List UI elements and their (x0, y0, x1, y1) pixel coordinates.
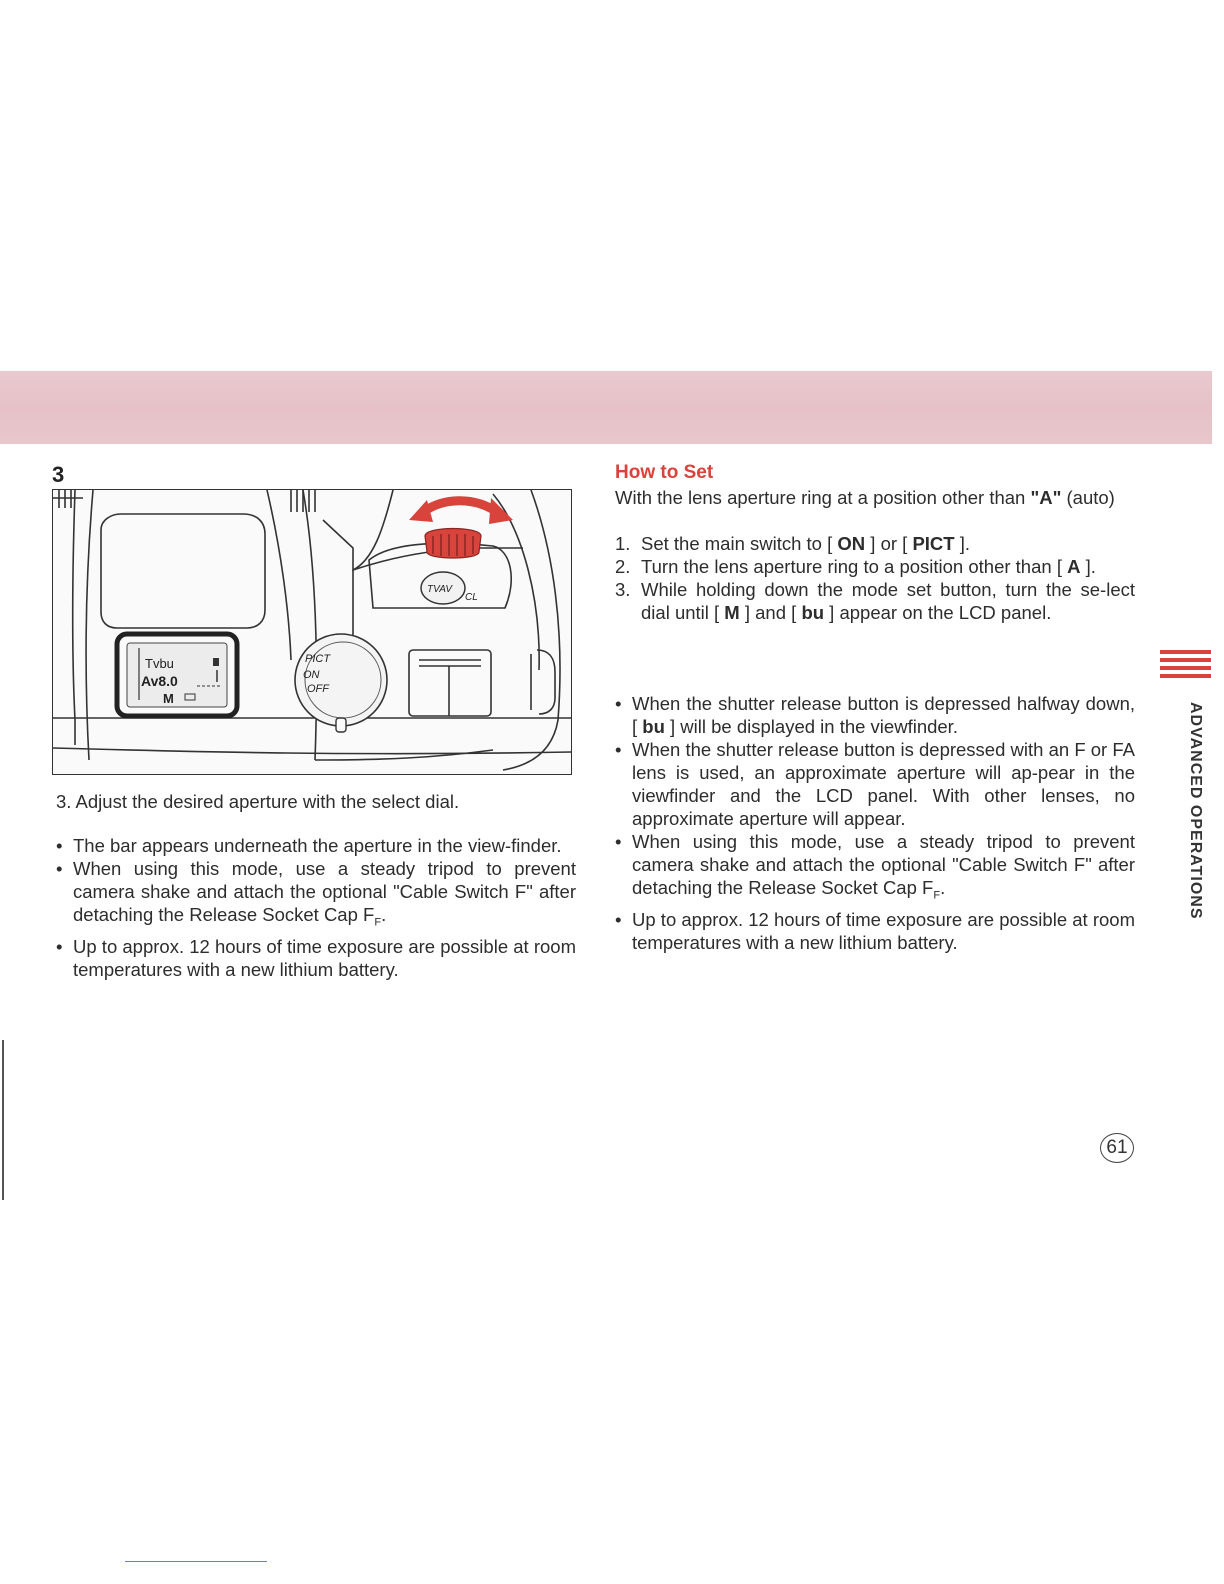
step-1-bold-1: ON (837, 533, 866, 554)
intro-pre: With the lens aperture ring at a position other than (615, 487, 1031, 508)
intro-post: (auto) (1061, 487, 1115, 508)
right-note-3 (615, 830, 1135, 908)
left-note-2 (56, 857, 576, 935)
step-3: 3. While holding down the mode set button, turn the se-lect dial until [ M ] and [ bu ] appear on the LCD panel. (615, 579, 1135, 623)
footer-rule (125, 1561, 267, 1562)
right-note-3-sub: F (933, 889, 941, 902)
rotation-arrow (423, 501, 497, 512)
left-note-3: • Up to approx. 12 hours of time exposure are possible at room temperatures with a new lithium battery. (56, 935, 576, 981)
right-note-1-pre: When the shutter release button is depressed halfway down, (632, 693, 1135, 714)
right-note-1-bold: bu (642, 716, 665, 737)
binding-edge (2, 1040, 4, 1200)
left-note-2-text: When using this mode, use a steady tripod to prevent camera shake and attach the optional "Cable Switch F" after detaching the Release Socket Cap F (73, 858, 576, 925)
lcd-line-2: Av8.0 (141, 673, 178, 689)
right-note-2: • When the shutter release button is depressed with an F or FA lens is used, an approximate aperture will ap-pear in the viewfinder and the LCD panel. With other lenses, no approximate aperture will appear. (615, 738, 1135, 830)
step-2-pre: Turn the lens aperture ring to a position other than (641, 556, 1057, 577)
step-2-post: . (1090, 556, 1096, 577)
right-note-3-post: . (940, 877, 946, 898)
step-2-bold-1: A (1067, 556, 1081, 577)
mode-button-sublabel: CL (465, 592, 478, 603)
camera-top-view-drawing (53, 490, 571, 774)
step-3-post: appear on the LCD panel. (834, 602, 1052, 623)
step-3-num: 3. (615, 579, 631, 600)
camera-illustration (52, 489, 572, 775)
page-number: 61 (1100, 1133, 1134, 1163)
step-2: 2. Turn the lens aperture ring to a position other than [ A ]. (615, 556, 1096, 577)
figure-number: 3 (52, 462, 65, 487)
step-1-pre: Set the main switch to (641, 533, 828, 554)
intro-bold: "A" (1030, 487, 1062, 508)
switch-pict-label: PICT (305, 653, 331, 665)
step-3-bold-1: M (724, 602, 740, 623)
left-note-2-sub: F (374, 916, 382, 929)
step-3-mid: and (750, 602, 792, 623)
step-3-bold-2: bu (801, 602, 825, 623)
lcd-line-1: Tvbu (145, 656, 174, 671)
tab-bars (1160, 650, 1210, 682)
step-1-bold-2: PICT (912, 533, 955, 554)
section-heading: How to Set (615, 462, 714, 483)
right-notes (615, 692, 1135, 954)
step-1-mid: or (875, 533, 903, 554)
right-note-4: • Up to approx. 12 hours of time exposure are possible at room temperatures with a new lithium battery. (615, 908, 1135, 954)
right-note-1-post: will be displayed in the viewfinder. (675, 716, 958, 737)
left-note-1: • The bar appears underneath the aperture in the view-finder. (56, 834, 576, 857)
lcd-line-3: M (163, 691, 174, 706)
right-note-1: • When the shutter release button is depressed halfway down, [ bu ] will be displayed in the viewfinder. (615, 692, 1135, 738)
step-1-num: 1. (615, 533, 631, 554)
section-tab (1160, 650, 1210, 950)
figure-caption: 3. Adjust the desired aperture with the select dial. (56, 791, 460, 812)
left-notes (56, 834, 576, 981)
intro-paragraph (615, 486, 1135, 509)
tab-label: ADVANCED OPERATIONS (1187, 702, 1204, 920)
select-dial (425, 529, 481, 559)
header-band (0, 371, 1212, 444)
mode-button-label: TVAV (427, 584, 453, 595)
step-1-post: . (964, 533, 971, 554)
steps-list (615, 532, 1135, 624)
switch-off-label: OFF (307, 683, 329, 695)
left-note-2-end: . (381, 904, 387, 925)
step-1: 1. Set the main switch to [ ON ] or [ PICT ]. (615, 533, 971, 554)
right-note-3-pre: When using this mode, use a steady tripod to prevent camera shake and attach the optional "Cable Switch F" after detaching the Release Socket Cap F (632, 831, 1135, 898)
step-2-num: 2. (615, 556, 631, 577)
step-3-pre: While holding down the mode set button, turn the se-lect dial until (641, 579, 1135, 623)
switch-on-label: ON (303, 669, 320, 681)
